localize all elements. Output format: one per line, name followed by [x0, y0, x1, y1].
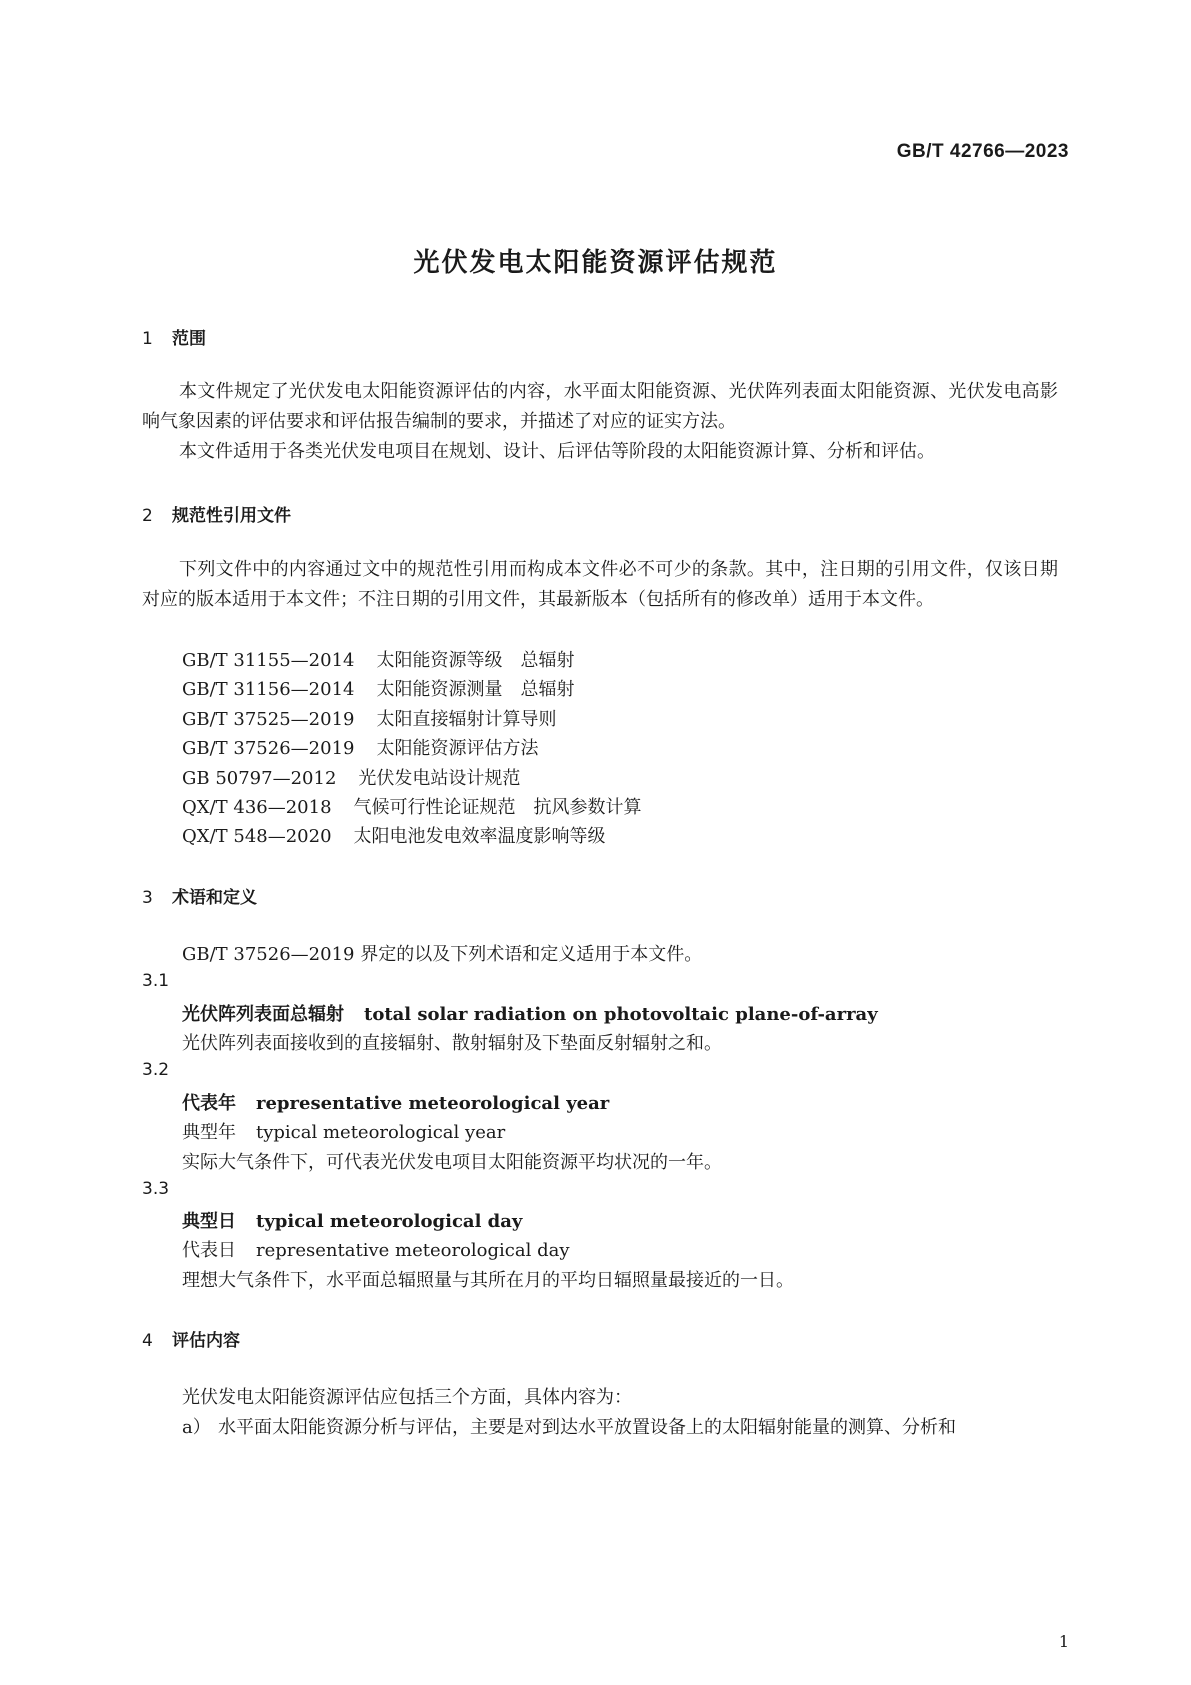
normative-references-intro: 下列文件中的内容通过文中的规范性引用而构成本文件必不可少的条款。其中，注日期的引用文件，仅该日期对应的版本适用于本文件；不注日期的引用文件，其最新版本（包括所有的修改单）适用于本文件。 — [142, 559, 1058, 610]
reference-code: GB/T 37525—2019 — [182, 709, 355, 730]
assessment-intro: 光伏发电太阳能资源评估应包括三个方面，具体内容为： — [182, 1387, 632, 1408]
reference-item — [182, 793, 642, 819]
synonym-chinese: 代表日 — [182, 1240, 236, 1261]
section-number: 3 — [142, 888, 153, 908]
page-number: 1 — [1058, 1632, 1069, 1651]
section-3-heading — [142, 883, 257, 908]
reference-name: 太阳电池发电效率温度影响等级 — [353, 826, 606, 847]
section-1-heading — [142, 324, 206, 349]
list-label: a） — [182, 1417, 211, 1438]
section-title: 规范性引用文件 — [172, 506, 291, 526]
scope-paragraph-2: 本文件适用于各类光伏发电项目在规划、设计、后评估等阶段的太阳能资源计算、分析和评估。 — [179, 441, 935, 462]
reference-item — [182, 764, 520, 790]
term-entry — [182, 1000, 878, 1026]
reference-code: GB/T 31155—2014 — [182, 650, 355, 671]
term-entry — [182, 1207, 522, 1233]
reference-item — [182, 705, 556, 731]
term-definition: 光伏阵列表面接收到的直接辐射、散射辐射及下垫面反射辐射之和。 — [182, 1033, 722, 1054]
term-chinese: 典型日 — [182, 1211, 236, 1232]
document-code: GB/T 42766—2023 — [896, 141, 1069, 162]
term-chinese: 光伏阵列表面总辐射 — [182, 1004, 344, 1025]
reference-code: GB/T 37526—2019 — [182, 738, 355, 759]
scope-paragraph-1: 本文件规定了光伏发电太阳能资源评估的内容，水平面太阳能资源、光伏阵列表面太阳能资源、光伏发电高影响气象因素的评估要求和评估报告编制的要求，并描述了对应的证实方法。 — [142, 381, 1058, 432]
synonym-english: typical meteorological year — [256, 1122, 506, 1143]
page-title: 光伏发电太阳能资源评估规范 — [413, 248, 778, 278]
terms-intro: GB/T 37526—2019 界定的以及下列术语和定义适用于本文件。 — [182, 944, 703, 965]
section-number: 2 — [142, 506, 153, 526]
reference-item — [182, 734, 538, 760]
reference-name: 太阳能资源等级 总辐射 — [376, 650, 575, 671]
section-number: 4 — [142, 1331, 153, 1351]
section-number: 1 — [142, 329, 153, 349]
term-definition: 实际大气条件下，可代表光伏发电项目太阳能资源平均状况的一年。 — [182, 1152, 722, 1173]
synonym-english: representative meteorological day — [256, 1240, 570, 1261]
synonym-chinese: 典型年 — [182, 1122, 236, 1143]
list-text: 水平面太阳能资源分析与评估，主要是对到达水平放置设备上的太阳辐射能量的测算、分析和 — [218, 1417, 956, 1438]
reference-code: QX/T 436—2018 — [182, 797, 332, 818]
term-english: typical meteorological day — [256, 1211, 523, 1232]
reference-code: GB/T 31156—2014 — [182, 679, 355, 700]
reference-name: 气候可行性论证规范 抗风参数计算 — [353, 797, 642, 818]
reference-name: 光伏发电站设计规范 — [358, 768, 521, 789]
term-synonym — [182, 1236, 570, 1262]
clause-number: 3.2 — [142, 1060, 170, 1080]
reference-item — [182, 822, 606, 848]
reference-name: 太阳能资源评估方法 — [376, 738, 539, 759]
reference-code: GB 50797—2012 — [182, 768, 337, 789]
term-english: total solar radiation on photovoltaic plane-of-array — [364, 1004, 878, 1025]
reference-code: QX/T 548—2020 — [182, 826, 332, 847]
section-title: 范围 — [172, 329, 206, 349]
term-definition: 理想大气条件下，水平面总辐照量与其所在月的平均日辐照量最接近的一日。 — [182, 1270, 794, 1291]
term-english: representative meteorological year — [256, 1093, 610, 1114]
reference-name: 太阳能资源测量 总辐射 — [376, 679, 575, 700]
reference-item — [182, 646, 574, 672]
reference-item — [182, 675, 574, 701]
section-2-heading — [142, 501, 291, 526]
section-4-heading — [142, 1326, 240, 1351]
clause-number: 3.1 — [142, 971, 170, 991]
clause-number: 3.3 — [142, 1179, 170, 1199]
reference-name: 太阳直接辐射计算导则 — [376, 709, 557, 730]
term-chinese: 代表年 — [182, 1093, 236, 1114]
section-title: 评估内容 — [172, 1331, 240, 1351]
term-synonym — [182, 1118, 505, 1144]
section-title: 术语和定义 — [172, 888, 257, 908]
term-entry — [182, 1089, 609, 1115]
list-item-a — [182, 1413, 956, 1439]
